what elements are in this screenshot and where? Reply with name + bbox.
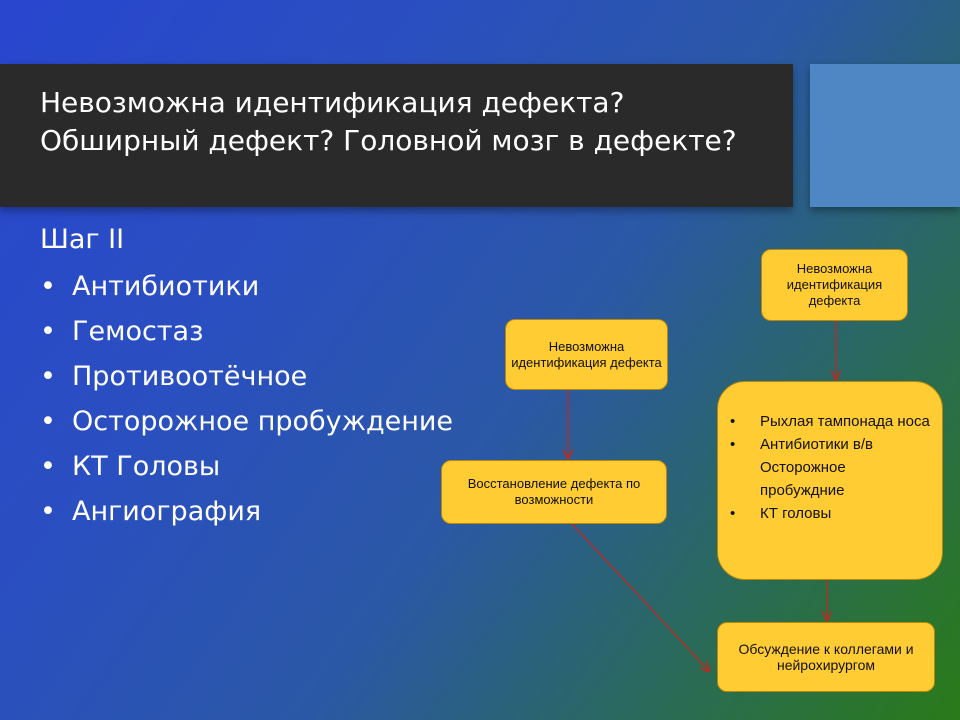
flow-box-right-top: Невозможна идентификация дефекта <box>761 249 908 321</box>
list-item: • КТ головы <box>730 505 832 522</box>
step-heading: Шаг II <box>40 224 125 255</box>
slide-title: Невозможна идентификация дефекта? Обширный дефект? Головной мозг в дефекте? <box>40 86 737 157</box>
bullet-item: • Антибиотики <box>40 271 260 302</box>
flow-box-left-top: Невозможна идентификация дефекта <box>505 319 668 390</box>
list-item: Осторожное пробуждние <box>760 459 846 499</box>
arrow-left-mid-to-bottom <box>572 524 709 671</box>
bullet-item: • Ангиография <box>40 496 262 527</box>
bullet-item: • Гемостаз <box>40 316 204 347</box>
flow-box-left-mid: Восстановление дефекта по возможности <box>441 460 667 524</box>
bullet-item: • КТ Головы <box>40 451 221 482</box>
flow-box-bottom: Обсуждение к коллегами и нейрохирургом <box>717 622 935 692</box>
bullet-item: • Осторожное пробуждение <box>40 406 454 437</box>
flow-box-right-list <box>717 381 943 580</box>
list-item: • Антибиотики в/в <box>730 436 873 453</box>
list-item: • Рыхлая тампонада носа <box>730 413 930 430</box>
bullet-item: • Противоотёчное <box>40 361 308 392</box>
